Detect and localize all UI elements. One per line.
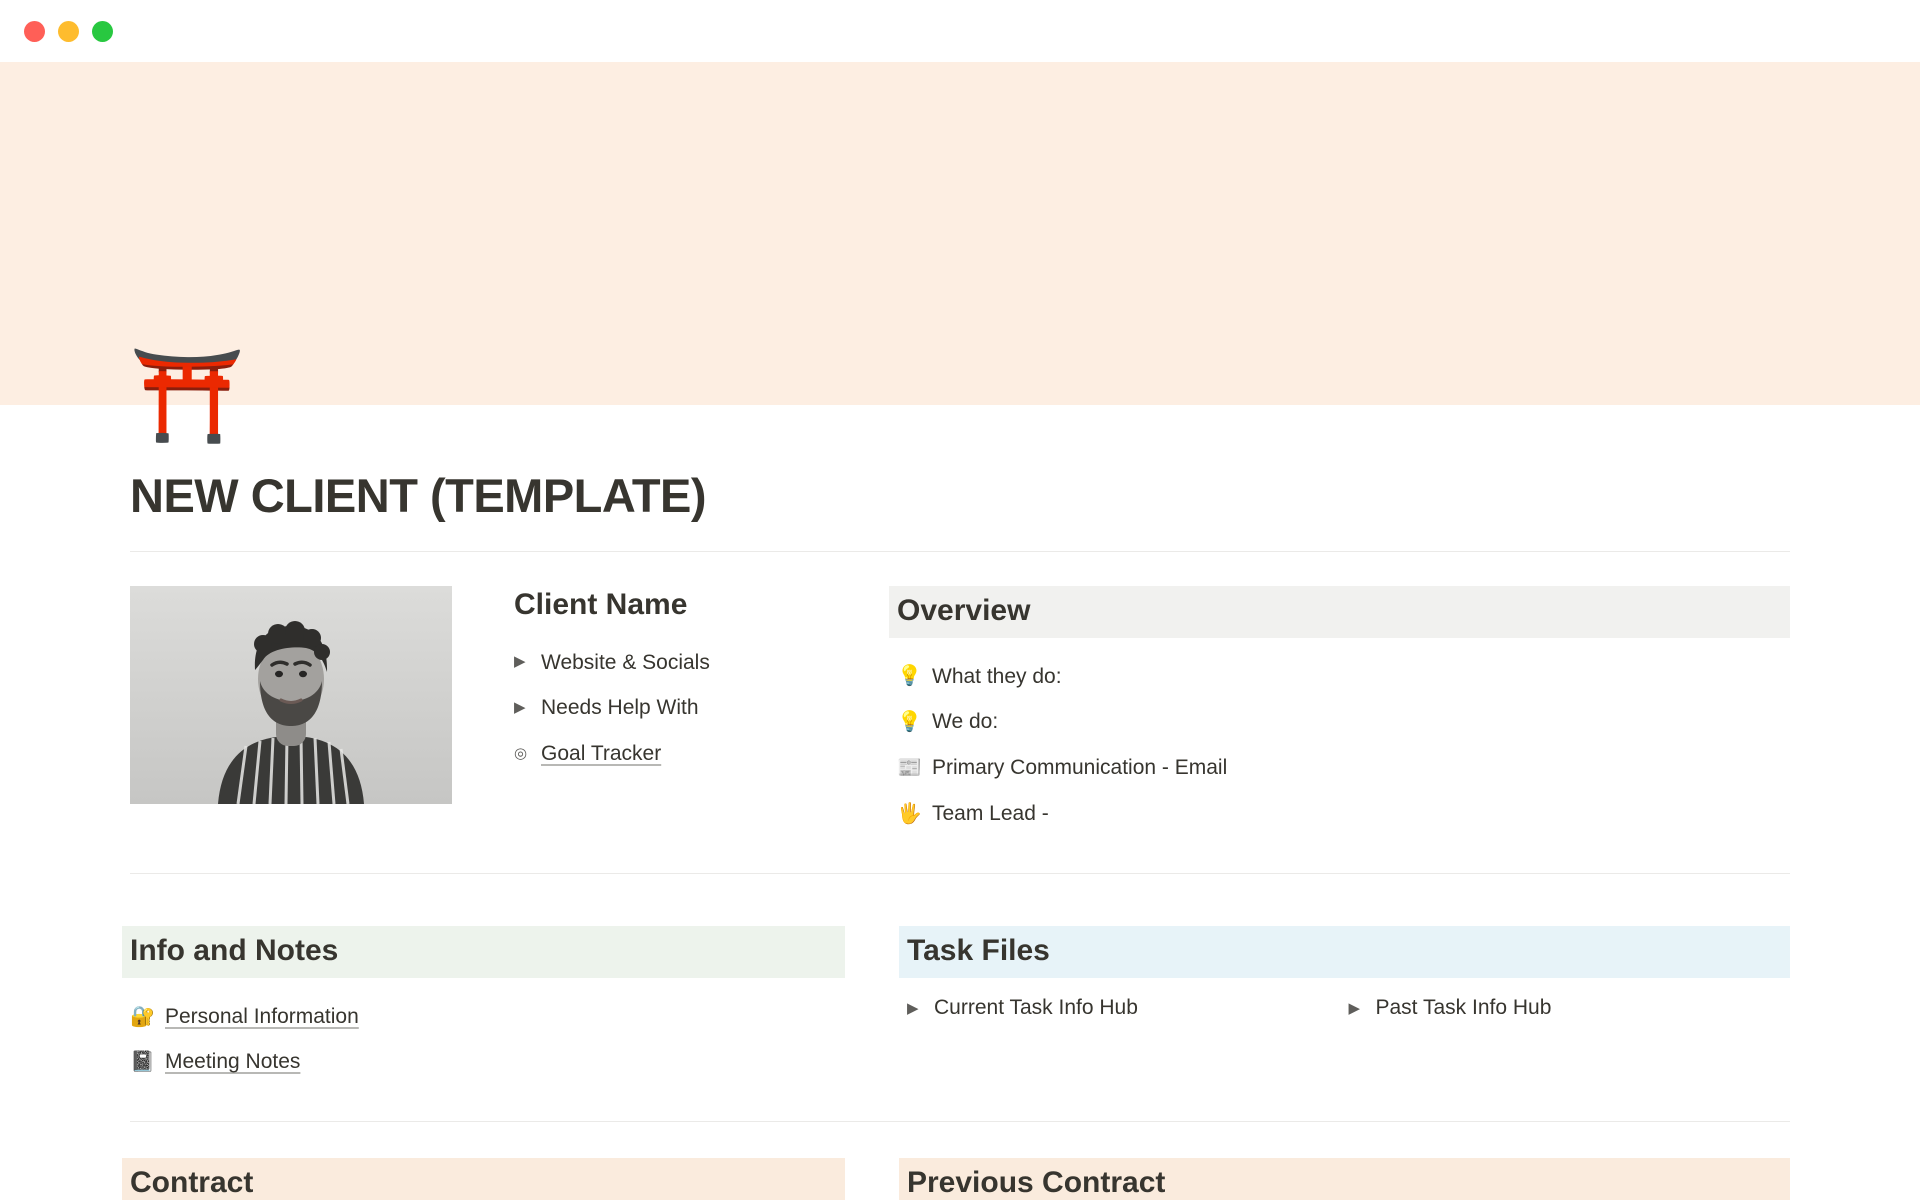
notebook-icon: 📓 bbox=[130, 1051, 155, 1074]
overview-item-primary-communication[interactable] bbox=[897, 745, 1790, 791]
target-icon: ◎ bbox=[514, 744, 528, 762]
page-title[interactable]: NEW CLIENT (TEMPLATE) bbox=[130, 469, 707, 522]
toggle-label: Past Task Info Hub bbox=[1375, 995, 1552, 1019]
contract-column bbox=[130, 1158, 845, 1200]
toggle-label: Website & Socials bbox=[541, 650, 710, 674]
overview-item-what-they-do[interactable] bbox=[897, 654, 1790, 700]
info-and-notes-list bbox=[130, 994, 845, 1086]
chevron-right-icon[interactable]: ▶ bbox=[907, 999, 919, 1017]
task-files-column bbox=[907, 926, 1790, 1085]
page-body bbox=[0, 342, 1920, 1200]
link-goal-tracker[interactable] bbox=[514, 731, 897, 777]
lightbulb-icon: 💡 bbox=[897, 711, 922, 734]
info-and-notes-heading[interactable]: Info and Notes bbox=[122, 926, 845, 978]
window-titlebar bbox=[0, 0, 1920, 62]
minimize-window-button[interactable] bbox=[58, 21, 79, 42]
link-personal-information[interactable] bbox=[130, 994, 845, 1040]
chevron-right-icon[interactable]: ▶ bbox=[514, 699, 526, 717]
newspaper-icon: 📰 bbox=[897, 757, 922, 780]
overview-list bbox=[897, 654, 1790, 838]
previous-contract-column bbox=[907, 1158, 1790, 1200]
photo-column bbox=[130, 586, 452, 837]
toggle-needs-help-with[interactable] bbox=[514, 685, 897, 731]
divider bbox=[130, 1121, 1790, 1122]
torii-gate-icon[interactable]: ⛩️ bbox=[130, 345, 245, 447]
chevron-right-icon[interactable]: ▶ bbox=[1348, 999, 1361, 1017]
toggle-label: Current Task Info Hub bbox=[934, 995, 1138, 1019]
maximize-window-button[interactable] bbox=[92, 21, 113, 42]
divider bbox=[130, 873, 1790, 874]
page-link-label[interactable]: Goal Tracker bbox=[541, 742, 662, 766]
toggle-label: Needs Help With bbox=[541, 696, 699, 720]
page-link-label[interactable]: Meeting Notes bbox=[165, 1050, 301, 1074]
client-column bbox=[452, 586, 897, 837]
divider bbox=[130, 551, 1790, 552]
client-links-list bbox=[514, 640, 897, 778]
lock-icon: 🔐 bbox=[130, 1005, 155, 1028]
client-name-heading[interactable]: Client Name bbox=[514, 588, 688, 621]
overview-heading[interactable]: Overview bbox=[889, 586, 1790, 638]
overview-item-label: Team Lead - bbox=[932, 802, 1049, 826]
overview-item-team-lead[interactable] bbox=[897, 791, 1790, 837]
overview-item-label: Primary Communication - Email bbox=[932, 756, 1228, 780]
top-columns bbox=[130, 586, 1790, 837]
link-meeting-notes[interactable] bbox=[130, 1039, 845, 1085]
overview-item-label: We do: bbox=[932, 710, 999, 734]
overview-column bbox=[897, 586, 1790, 837]
raised-hand-icon: 🖐 bbox=[897, 803, 922, 826]
contract-heading[interactable]: Contract bbox=[122, 1158, 845, 1200]
client-photo[interactable] bbox=[130, 586, 452, 804]
bottom-columns bbox=[130, 1158, 1790, 1200]
overview-item-label: What they do: bbox=[932, 664, 1062, 688]
chevron-right-icon[interactable]: ▶ bbox=[514, 653, 526, 671]
task-files-row bbox=[907, 996, 1790, 1020]
previous-contract-heading[interactable]: Previous Contract bbox=[899, 1158, 1790, 1200]
page-link-label[interactable]: Personal Information bbox=[165, 1004, 359, 1028]
toggle-past-task-info-hub[interactable] bbox=[1349, 996, 1791, 1020]
info-and-notes-column bbox=[130, 926, 845, 1085]
middle-columns bbox=[130, 926, 1790, 1085]
toggle-current-task-info-hub[interactable] bbox=[907, 996, 1349, 1020]
toggle-website-and-socials[interactable] bbox=[514, 640, 897, 686]
task-files-heading[interactable]: Task Files bbox=[899, 926, 1790, 978]
lightbulb-icon: 💡 bbox=[897, 665, 922, 688]
overview-item-we-do[interactable] bbox=[897, 699, 1790, 745]
close-window-button[interactable] bbox=[24, 21, 45, 42]
